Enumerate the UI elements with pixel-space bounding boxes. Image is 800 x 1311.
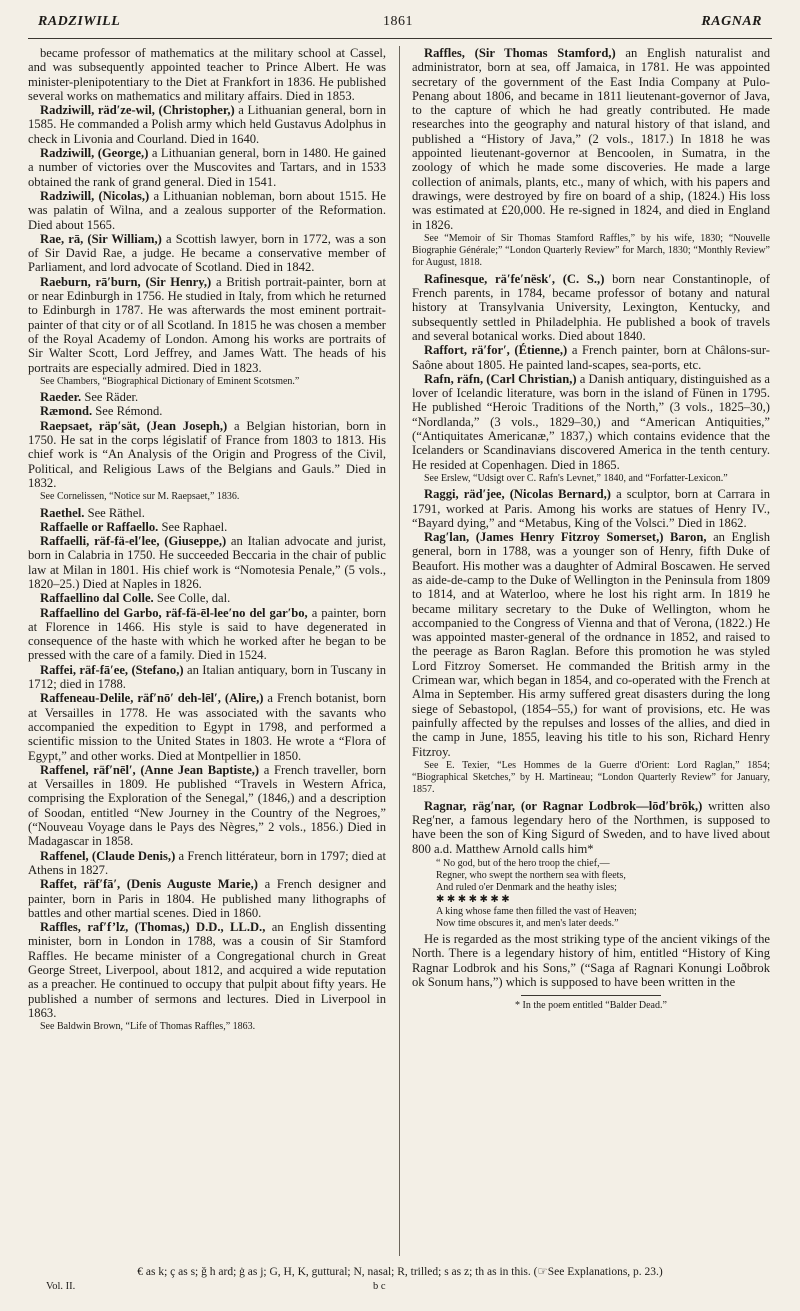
dictionary-entry — [28, 763, 386, 849]
bibliography-note: See Erslew, “Udsigt over C. Rafn's Levnet,” 1840, and “Forfatter-Lexicon.” — [424, 472, 728, 484]
entry-text: See Räthel. — [84, 505, 145, 520]
entry-headword: Ræmond. — [40, 404, 93, 419]
running-header — [28, 10, 772, 34]
dictionary-entry — [28, 877, 386, 920]
entry-text: See Raphael. — [158, 519, 228, 534]
dictionary-entry — [412, 932, 770, 989]
bibliography-note: See Baldwin Brown, “Life of Thomas Raffles,” 1863. — [40, 1021, 256, 1033]
dictionary-entry — [28, 390, 386, 404]
dictionary-entry — [28, 920, 386, 1020]
dictionary-entry — [28, 275, 386, 375]
entry-headword: Rafn, räfn, (Carl Christian,) — [424, 371, 577, 386]
footnote: * In the poem entitled “Balder Dead.” — [515, 1000, 667, 1012]
entry-headword: Radziwill, (Nicolas,) — [40, 188, 150, 203]
entry-text: a French littérateur, born in 1797; died at Athens in 1827. — [28, 848, 386, 877]
entry-headword: Radziwill, (George,) — [40, 146, 149, 161]
entry-text: became professor of mathematics at the military school at Cassel, and was subsequently appointed teacher to Prince Albert. He was minister-plenipotentiary to the Diet at Frankfort in 1836. He published several works on mathematics and military affairs. Died in 1853. — [28, 46, 386, 103]
entry-text: a Lithuanian general, born in 1480. He gained a number of victories over the Muscovites and Tartars, and in 1533 obtained the rank of grand general. Died in 1541. — [28, 146, 386, 189]
entry-text: an English general, born in 1788, was a younger son of Henry, fifth Duke of Beaufort. His mother was a daughter of Admiral Boscawen. He served as aide-de-camp to the Duke of Wellington in the Peninsula from 1809 to 1814, and at Waterloo, where he lost his right arm. In 1819 he became military secretary to the Duke of Wellington, whom he accompanied to the Congress of Vienna and that of Verona, (1822.) He was appointed master-general of the ordnance in 1852, and raised to the peerage as Baron Raglan. Before this promotion he was styled Lord Fitzroy Somerset. He commanded the British army in the Crimean war, which began in 1854, and co-operated with the French at Alma in September. His army suffered great disasters during the long siege of Sebastopol, (1854–55,) for want of provisions, etc. He was painfully affected by the repulses and losses of the allies, and died in the camp in June, 1855, leaving his title to his son, Richard Henry Fitzroy. — [412, 530, 770, 759]
entry-headword: Raffles, (Sir Thomas Stamford,) — [424, 46, 616, 60]
right-column — [412, 46, 770, 1256]
dictionary-entry — [28, 103, 386, 146]
entry-headword: Rafinesque, rä′fe′nësk′, (C. S.,) — [424, 271, 605, 286]
dictionary-entry — [28, 691, 386, 762]
entry-headword: Raffet, räf′fā′, (Denis Auguste Marie,) — [40, 877, 258, 892]
entry-text: an Italian antiquary, born in Tuscany in 1712; died in 1788. — [28, 662, 386, 692]
entry-headword: Raffenel, räf′nēl′, (Anne Jean Baptiste,) — [40, 762, 260, 777]
dictionary-page — [28, 10, 772, 1300]
dictionary-entry — [28, 232, 386, 275]
entry-headword: Raggi, räd′jee, (Nicolas Bernard,) — [424, 487, 612, 502]
dictionary-entry — [28, 189, 386, 232]
header-right-headword: RAGNAR — [701, 14, 762, 29]
dictionary-entry — [412, 46, 770, 232]
entry-text: an Italian advocate and jurist, born in Calabria in 1750. He succeeded Beccaria in the chair of public law at Milan in 1801. His chief work is “Nomotesia Penale,” (5 vols., 1820–25.) Died at Naples in 1826. — [28, 534, 386, 591]
entry-headword: Raffenel, (Claude Denis,) — [40, 848, 176, 863]
dictionary-entry — [28, 419, 386, 490]
dictionary-entry — [28, 606, 386, 663]
poem-line: And ruled o'er Denmark and the heathy isles; — [436, 881, 617, 893]
entry-text: a French botanist, born at Versailles in 1778. He was associated with the savants who accompanied the expedition to Egypt in 1798, and performed a scientific mission to the United States in 1803. He wrote a “Flora of Egypt,” and other works. Died at Montpellier in 1850. — [28, 691, 386, 763]
bibliography-note: See E. Texier, “Les Hommes de la Guerre d'Orient: Lord Raglan,” 1854; “Biographical Sketches,” by H. Martineau; “London Quarterly Review” for January, 1857. — [412, 759, 770, 796]
entry-headword: Rag′lan, (James Henry Fitzroy Somerset,) Baron, — [424, 530, 707, 545]
poem-line: Now time obscures it, and men's later deeds.” — [436, 917, 619, 929]
poem-line: “ No god, but of the hero troop the chief,— — [436, 857, 610, 869]
pronunciation-key: € as k; ç as s; ğ h ard; ġ as j; G, H, K, guttural; N, nasal; R, trilled; s as z; th as in this. (☞See Explanations, p. 23.) — [137, 1266, 663, 1278]
entry-text: born near Constantinople, of French parents, in 1784, became professor of botany and natural history at Transylvania University, Lexington, Kentucky, and subsequently settled in Philadelphia. He published a book of travels and several botanical works. Died about 1840. — [412, 271, 770, 343]
entry-headword: Raffeneau-Delile, räf′nō′ deh-lēl′, (Alire,) — [40, 691, 264, 706]
header-rule — [28, 38, 772, 39]
dictionary-entry — [28, 663, 386, 692]
dictionary-entry — [412, 343, 770, 372]
bibliography-note: See “Memoir of Sir Thomas Stamford Raffles,” by his wife, 1830; “Nouvelle Biographie Générale;” “London Quarterly Review” for March, 1830; “Monthly Review” for August, 1818. — [412, 232, 770, 269]
entry-headword: Raeburn, rā′burn, (Sir Henry,) — [40, 274, 212, 289]
dictionary-entry — [412, 487, 770, 530]
entry-headword: Raffaellino dal Colle. — [40, 591, 154, 606]
poem-line: ✱ ✱ ✱ ✱ ✱ ✱ ✱ — [436, 893, 510, 905]
entry-text: a sculptor, born at Carrara in 1791, worked at Paris. Among his works are statues of Henry IV., “Bayard dying,” and “Metabus, King of the Volsci.” Died in 1862. — [412, 487, 770, 530]
header-left-headword: RADZIWILL — [38, 14, 121, 29]
entry-headword: Raethel. — [40, 505, 85, 520]
entry-headword: Raeder. — [40, 390, 82, 405]
volume-label: Vol. II. — [46, 1281, 76, 1292]
left-column — [28, 46, 386, 1256]
entry-text: a Scottish lawyer, born in 1772, was a son of Sir David Rae, a judge. He became a conservative member of Parliament, and lord advocate of Scotland. Died in 1842. — [28, 231, 386, 275]
footnote-rule — [521, 995, 661, 996]
entry-headword: Raffles, raf′f’lz, (Thomas,) D.D., LL.D., — [40, 920, 266, 935]
entry-text: See Colle, dal. — [153, 591, 231, 606]
dictionary-entry — [28, 520, 386, 534]
entry-headword: Rae, rā, (Sir William,) — [40, 231, 162, 246]
entry-text: an English dissenting minister, born in London in 1788, was a cousin of Sir Stamford Raffles. He became minister of a Congregational church in Great George Street, Liverpool, about 1812, and acquired a wide reputation as a preacher. He continued to occupy that pulpit about fifty years. He published a number of sermons and lectures. Died in Liverpool in 1863. — [28, 920, 386, 1020]
entry-text: a Danish antiquary, distinguished as a lover of Icelandic literature, was born in the island of Fünen in 1795. He published “Heroic Traditions of the North,” (3 vols., 1825–30,) “Nordlanda,” (3 vols., 1829–30,) and “American Antiquities,” (“Antiquitates Americanæ,” 1837,) which contains evidence that the Icelanders or Scandinavians discovered America in the tenth century. He resided at Copenhagen. Died in 1865. — [412, 371, 770, 472]
dictionary-entry — [28, 146, 386, 189]
dictionary-entry — [412, 272, 770, 343]
entry-headword: Raffei, räf-fā′ee, (Stefano,) — [40, 662, 184, 677]
signature-mark: b c — [373, 1281, 386, 1292]
dictionary-entry — [28, 46, 386, 103]
dictionary-entry — [28, 534, 386, 591]
entry-headword: Raffaelli, räf-fä-el′lee, (Giuseppe,) — [40, 534, 227, 549]
poem-line: A king whose fame then filled the vast of Heaven; — [436, 905, 637, 917]
header-page-number: 1861 — [383, 14, 413, 29]
dictionary-entry — [28, 849, 386, 878]
poem-quotation — [412, 858, 770, 930]
bibliography-note: See Chambers, “Biographical Dictionary of Eminent Scotsmen.” — [40, 375, 300, 387]
entry-text: See Rémond. — [92, 404, 163, 419]
entry-headword: Raffaelle or Raffaello. — [40, 519, 159, 534]
entry-text: a French designer and painter, born in Paris in 1804. He published many lithographs of battles and other martial scenes. Died in 1860. — [28, 877, 386, 920]
entry-text: a painter, born at Florence in 1466. His style is said to have degenerated in consequence of the haste with which he worked after he began to be pressed with the care of a family. Died in 1524. — [28, 605, 386, 663]
dictionary-entry — [28, 506, 386, 520]
poem-line: Regner, who swept the northern sea with fleets, — [436, 869, 626, 881]
entry-text: an English naturalist and administrator, born at sea, off Jamaica, in 1781. He was appointed secretary of the government of the East India Company at Pulo-Penang about 1806, and became in 1811 lieutenant-governor of Java, to the capture of which he had greatly contributed. He made researches into the geography and natural history of that island, and published a “History of Java,” (2 vols., 1817.) In 1818 he was appointed lieutenant-governor at Bencoolen, in Sumatra, in the zoology of which he made some discoveries. He made a large collection of animals, plants, etc., many of which, with his papers and drawings, were destroyed by fire on board of a ship, (1824.) His loss was estimated at £20,000. He re-signed in 1824, and died in England in 1826. — [412, 46, 770, 232]
entry-text: a Lithuanian general, born in 1585. He commanded a Polish army which held Gustavus Adolphus in check in Livonia and Courland. Died in 1640. — [28, 103, 386, 146]
dictionary-entry — [28, 591, 386, 605]
dictionary-entry — [412, 799, 770, 856]
column-divider — [399, 46, 400, 1256]
entry-headword: Raffaellino del Garbo, räf-fä-ēl-lee′no del gar′bo, — [40, 605, 308, 620]
entry-headword: Radziwill, räd′ze-wil, (Christopher,) — [40, 103, 235, 118]
entry-headword: Raffort, rä′for′, (Étienne,) — [424, 343, 568, 358]
entry-text: a French painter, born at Châlons-sur-Saône about 1805. He painted land-scapes, sea-ports, etc. — [412, 343, 770, 372]
entry-text: a Belgian historian, born in 1750. He sat in the corps législatif of France from 1803 to 1813. His chief work is “An Analysis of the Origin and Progress of the Civil, Political, and Religious Laws of the Belgians and Gauls.” Died in 1832. — [28, 418, 386, 490]
dictionary-entry — [412, 530, 770, 759]
entry-headword: Raepsaet, räp′sät, (Jean Joseph,) — [40, 418, 228, 433]
entry-text: a French traveller, born at Versailles in 1809. He published “Travels in Western Africa, comprising the Exploration of the Senegal,” (1846,) and a description of Soodan, entitled “New Journey in the Country of the Negroes,” (“Nouveau Voyage dans le Pays des Nègres,” 2 vols., 1856.) Died in Madagascar in 1858. — [28, 762, 386, 849]
dictionary-entry — [28, 404, 386, 418]
entry-text: a Lithuanian nobleman, born about 1515. He was palatin of Wilna, and a zealous supporter of the Reformation. Died about 1565. — [28, 188, 386, 232]
entry-text: a British portrait-painter, born at or near Edinburgh in 1756. He studied in Italy, from which he returned to Edinburgh in 1787. He was afterwards the most eminent portrait-painter of that city or of all Scotland. In 1815 he was chosen a member of the Royal Academy of London. Among his works are portraits of Sir Walter Scott, Lord Jeffrey, and James Watt. The heads of his portraits are especially admired. Died in 1823. — [28, 274, 386, 375]
pronunciation-key-footer — [28, 1266, 772, 1292]
bibliography-note: See Cornelissen, “Notice sur M. Raepsaet,” 1836. — [40, 491, 240, 503]
entry-text: See Räder. — [81, 390, 139, 405]
entry-headword: Ragnar, räg′nar, (or Ragnar Lodbrok—lōd′brōk,) — [424, 798, 703, 813]
entry-text: written also Reg′ner, a famous legendary hero of the Northmen, is supposed to have been the son of King Sigurd of Sweden, and to have lived about 800 a.d. Matthew Arnold calls him* — [412, 798, 770, 856]
entry-text: He is regarded as the most striking type of the ancient vikings of the North. There is a legendary history of him, entitled “History of King Ragnar Lodbrok and his Sons,” (“Saga af Ragnari Konungi Loðbrok ok Sonum hans,”) which is supposed to have been written in the — [412, 931, 770, 989]
dictionary-entry — [412, 372, 770, 472]
